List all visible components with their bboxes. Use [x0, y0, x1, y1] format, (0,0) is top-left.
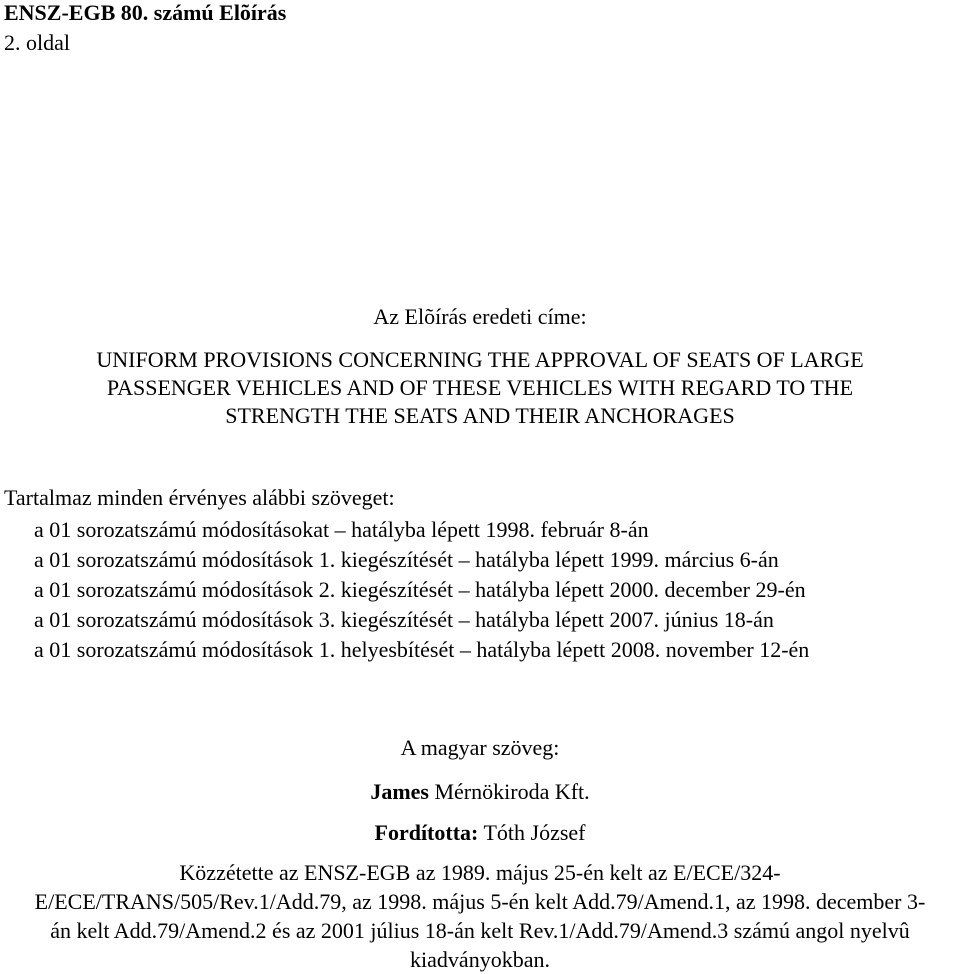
hungarian-text-label: A magyar szöveg: [400, 735, 560, 760]
original-title-line: PASSENGER VEHICLES AND OF THESE VEHICLES WITH REGARD TO THE [106, 375, 854, 400]
company-name-bold: James [370, 779, 429, 804]
company-name-rest: Mérnökiroda Kft. [428, 779, 590, 804]
contents-intro: Tartalmaz minden érvényes alábbi szöveget: [4, 485, 395, 510]
document-title: ENSZ-EGB 80. számú Elõírás [4, 0, 287, 25]
translator-company [0, 779, 960, 805]
page-number: 2. oldal [4, 30, 70, 55]
publication-line: E/ECE/TRANS/505/Rev.1/Add.79, az 1998. május 5-én kelt Add.79/Amend.1, az 1998. december 3- [34, 889, 926, 914]
amendment-item: a 01 sorozatszámú módosításokat – hatályba lépett 1998. február 8-án [34, 517, 649, 542]
original-title-label: Az Elõírás eredeti címe: [373, 304, 587, 329]
publication-line: kiadványokban. [410, 947, 550, 972]
amendment-list [34, 515, 809, 665]
publication-line: Közzétette az ENSZ-EGB az 1989. május 25-én kelt az E/ECE/324- [179, 860, 781, 885]
original-title-line: STRENGTH THE SEATS AND THEIR ANCHORAGES [225, 403, 735, 428]
translator-name: Tóth József [478, 820, 586, 845]
translator [0, 820, 960, 846]
amendment-item: a 01 sorozatszámú módosítások 1. kiegészítését – hatályba lépett 1999. március 6-án [34, 547, 779, 572]
amendment-item: a 01 sorozatszámú módosítások 1. helyesbítését – hatályba lépett 2008. november 12-én [34, 637, 810, 662]
amendment-item: a 01 sorozatszámú módosítások 2. kiegészítését – hatályba lépett 2000. december 29-én [34, 577, 806, 602]
amendment-item: a 01 sorozatszámú módosítások 3. kiegészítését – hatályba lépett 2007. június 18-án [34, 607, 774, 632]
publication-line: án kelt Add.79/Amend.2 és az 2001 július 18-án kelt Rev.1/Add.79/Amend.3 számú angol nyelvû [50, 918, 910, 943]
original-title-line: UNIFORM PROVISIONS CONCERNING THE APPROVAL OF SEATS OF LARGE [96, 347, 864, 372]
translator-label: Fordította: [374, 820, 479, 845]
original-title [0, 346, 960, 430]
publication-note [0, 858, 960, 974]
